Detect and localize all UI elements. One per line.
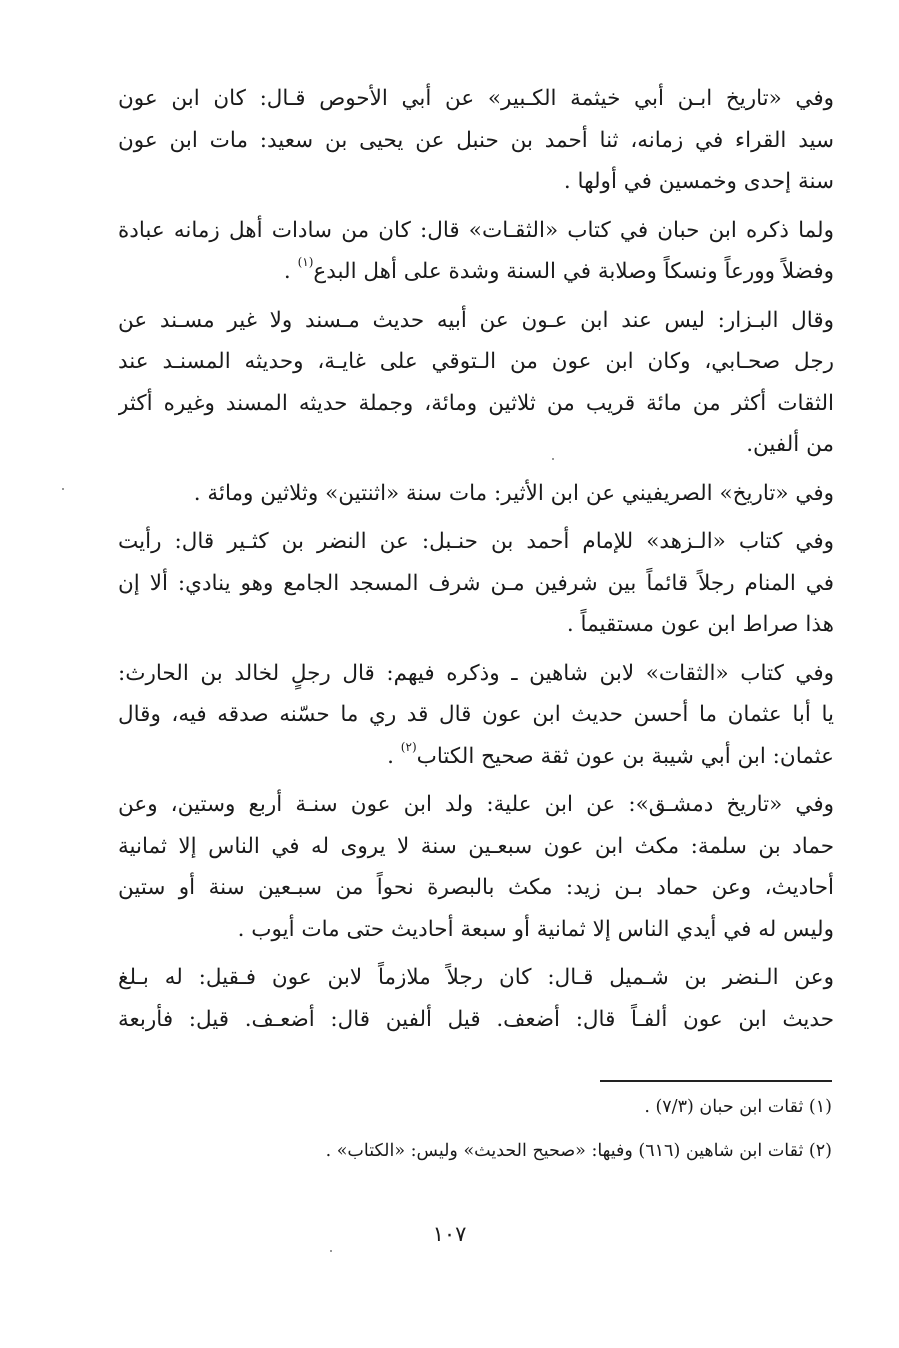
text-line: حديث ابن عون ألفـاً قال: أضعف. قيل ألفين قال: أضعـف. قيل: فأربعة xyxy=(118,1006,834,1032)
text-line: وفي كتاب «الثقات» لابن شاهين ـ وذكره فيهم: قال رجلٍ لخالد بن الحارث: xyxy=(118,660,834,686)
footnote-2: (٢) ثقات ابن شاهين (٦١٦) وفيها: «صحيح الحديث» وليس: «الكتاب» . xyxy=(325,1141,832,1161)
text-line: وليس له في أيدي الناس إلا ثمانية أو سبعة أحاديث حتى مات أيوب . xyxy=(237,916,834,942)
text-line: من ألفين. xyxy=(746,432,834,457)
line-tail: . xyxy=(283,259,298,284)
text-line: وفي «تاريخ دمشـق»: عن ابن علية: ولد ابن عون سنـة أربع وستين، وعن xyxy=(118,792,834,817)
text-line: وقال البـزار: ليس عند ابن عـون عن أبيه حديث مـسند ولا غير مسـند عن xyxy=(118,307,834,333)
main-text xyxy=(118,78,834,1047)
paragraph-2 xyxy=(118,210,834,293)
paragraph-8 xyxy=(118,957,834,1040)
page-number: ١٠٧ xyxy=(432,1222,467,1246)
text-line: حماد بن سلمة: مكث ابن عون سبعـين سنة لا يروى له في الناس إلا ثمانية xyxy=(118,833,834,859)
paragraph-5 xyxy=(118,521,834,646)
text-line: رجل صحـابي، وكان ابن عون من الـتوقي على غايـة، وحديثه المسنـد عند xyxy=(118,349,834,374)
line-tail: . xyxy=(387,743,401,769)
text-line: وفي «تاريخ» الصريفيني عن ابن الأثير: مات سنة «اثنتين» وثلاثين ومائة . xyxy=(193,480,834,506)
scan-speck xyxy=(552,458,554,460)
text-line: سيد القراء في زمانه، ثنا أحمد بن حنبل عن يحيى بن سعيد: مات ابن عون xyxy=(118,127,834,153)
text-line-content: عثمان: ابن أبي شيبة بن عون ثقة صحيح الكتاب xyxy=(416,743,834,769)
paragraph-4 xyxy=(118,473,834,515)
text-line: وعن الـنضر بن شـميل قـال: كان رجلاً ملازماً لابن عون فـقيل: له بـلغ xyxy=(118,965,834,990)
text-line: في المنام رجلاً قائماً بين شرفين مـن شرف المسجد الجامع وهو ينادي: ألا إن xyxy=(118,570,834,596)
paragraph-7 xyxy=(118,784,834,950)
footnote-1: (١) ثقات ابن حبان (٧/٣) . xyxy=(644,1097,832,1117)
scan-speck xyxy=(62,488,64,490)
text-line: سنة إحدى وخمسين في أولها . xyxy=(563,169,834,194)
footnote-ref-1: (١) xyxy=(297,255,314,269)
text-line: أحاديث، وعن حماد بـن زيد: مكث بالبصرة نحواً من سبـعين سنة أو ستين xyxy=(118,875,834,900)
text-line-content: وفضلاً وورعاً ونسكاً وصلابة في السنة وشدة على أهل البدع xyxy=(313,259,834,284)
text-line xyxy=(118,251,834,293)
text-line: ولما ذكره ابن حبان في كتاب «الثقـات» قال: كان من سادات أهل زمانه عبادة xyxy=(118,217,834,243)
text-line: وفي كتاب «الـزهد» للإمام أحمد بن حنـبل: عن النضر بن كثـير قال: رأيت xyxy=(118,529,834,554)
text-line: الثقات أكثر من مائة قريب من ثلاثين ومائة، وجملة حديثه المسند وغيره أكثر xyxy=(118,390,834,416)
text-line: هذا صراط ابن عون مستقيماً . xyxy=(566,612,834,637)
footnote-ref-2: (٢) xyxy=(400,739,417,754)
paragraph-6 xyxy=(118,653,834,778)
text-line xyxy=(118,736,834,778)
scan-speck xyxy=(330,1250,332,1252)
paragraph-3 xyxy=(118,300,834,466)
paragraph-1 xyxy=(118,78,834,203)
text-line: يا أبا عثمان ما أحسن حديث ابن عون قال قد ري ما حسّنه صدقه فيه، وقال xyxy=(118,702,834,727)
footnote-separator xyxy=(600,1080,832,1082)
text-line: وفي «تاريخ ابـن أبي خيثمة الكـبير» عن أبي الأحوص قـال: كان ابن عون xyxy=(118,86,834,111)
footnotes xyxy=(220,1092,832,1180)
